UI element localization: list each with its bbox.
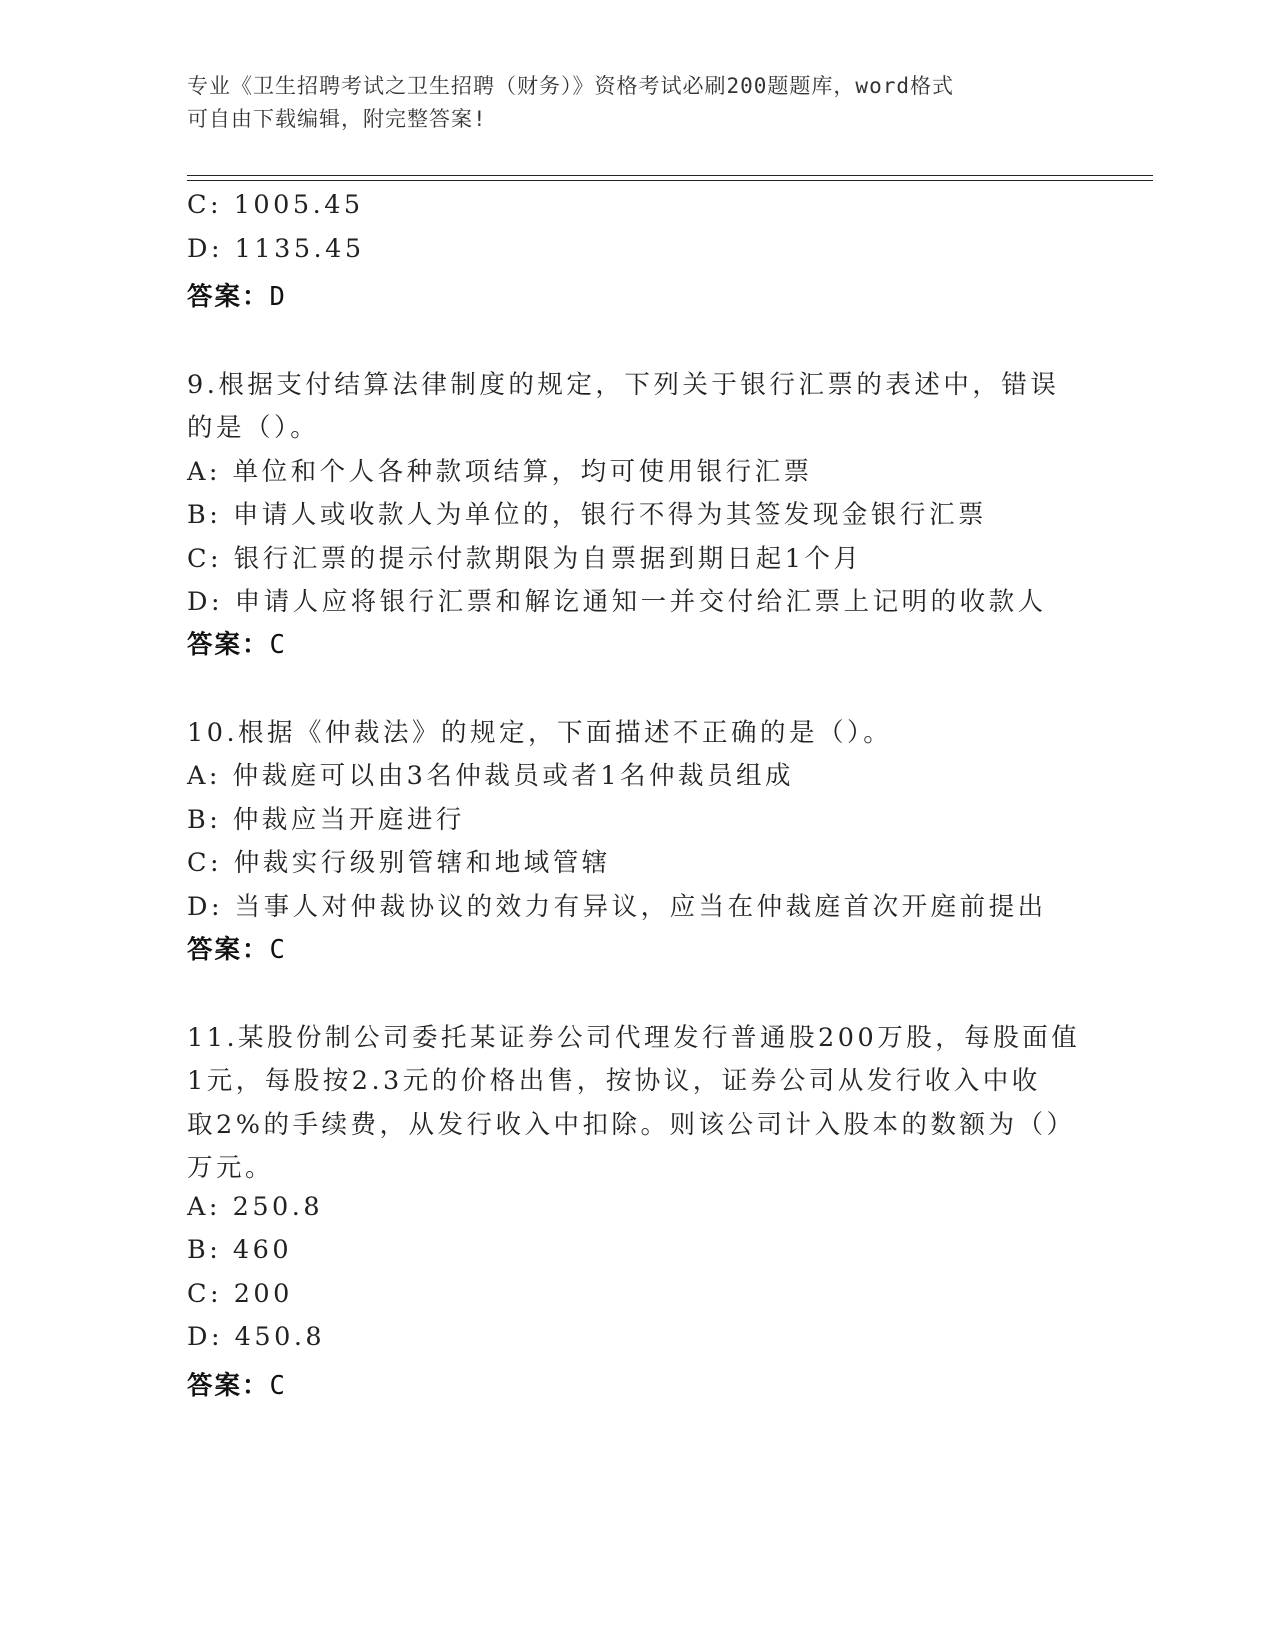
q11-option-d: D: 450.8 [187, 1322, 326, 1352]
q8-answer-value: D [269, 282, 287, 312]
q11-option-c: C: 200 [187, 1279, 293, 1309]
q10-option-c: C: 仲裁实行级别管辖和地域管辖 [187, 848, 611, 878]
q8-option-c: C: 1005.45 [187, 190, 364, 220]
answer-label: 答案： [187, 1371, 270, 1401]
answer-label: 答案： [187, 282, 270, 312]
q9-answer-value: C [269, 630, 287, 660]
document-header [187, 70, 1067, 136]
answer-label: 答案： [187, 630, 270, 660]
header-title-line-1: 专业《卫生招聘考试之卫生招聘（财务）》资格考试必刷200题题库，word格式 [187, 74, 954, 98]
q8-option-d: D: 1135.45 [187, 234, 365, 264]
q11-answer [187, 1366, 287, 1402]
q9-option-a: A: 单位和个人各种款项结算，均可使用银行汇票 [187, 457, 813, 487]
header-divider-top [187, 175, 1153, 176]
q10-answer [187, 930, 287, 966]
q11-option-b: B: 460 [187, 1235, 293, 1265]
header-title-line-2: 可自由下载编辑，附完整答案! [187, 107, 487, 131]
q9-stem-line-1: 9.根据支付结算法律制度的规定，下列关于银行汇票的表述中，错误 [187, 370, 1060, 400]
q9-stem-line-2: 的是（）。 [187, 413, 320, 443]
q9-option-d: D: 申请人应将银行汇票和解讫通知一并交付给汇票上记明的收款人 [187, 587, 1047, 617]
q11-stem-line-3: 取2%的手续费，从发行收入中扣除。则该公司计入股本的数额为（） [187, 1110, 1076, 1140]
q9-answer [187, 625, 287, 661]
q11-stem-line-4: 万元。 [187, 1153, 275, 1183]
q10-option-a: A: 仲裁庭可以由3名仲裁员或者1名仲裁员组成 [187, 761, 795, 791]
q11-answer-value: C [269, 1371, 287, 1401]
q8-answer [187, 277, 287, 313]
q9-option-c: C: 银行汇票的提示付款期限为自票据到期日起1个月 [187, 544, 863, 574]
q10-answer-value: C [269, 935, 287, 965]
q9-option-b: B: 申请人或收款人为单位的，银行不得为其签发现金银行汇票 [187, 500, 987, 530]
q10-option-d: D: 当事人对仲裁协议的效力有异议，应当在仲裁庭首次开庭前提出 [187, 892, 1047, 922]
q11-stem-line-2: 1元，每股按2.3元的价格出售，按协议，证券公司从发行收入中收 [187, 1066, 1041, 1096]
q10-stem-line-1: 10.根据《仲裁法》的规定，下面描述不正确的是（）。 [187, 718, 893, 748]
q11-option-a: A: 250.8 [187, 1192, 324, 1222]
header-divider-bottom [187, 180, 1153, 181]
answer-label: 答案： [187, 935, 270, 965]
q10-option-b: B: 仲裁应当开庭进行 [187, 805, 465, 835]
q11-stem-line-1: 11.某股份制公司委托某证券公司代理发行普通股200万股，每股面值 [187, 1023, 1081, 1053]
